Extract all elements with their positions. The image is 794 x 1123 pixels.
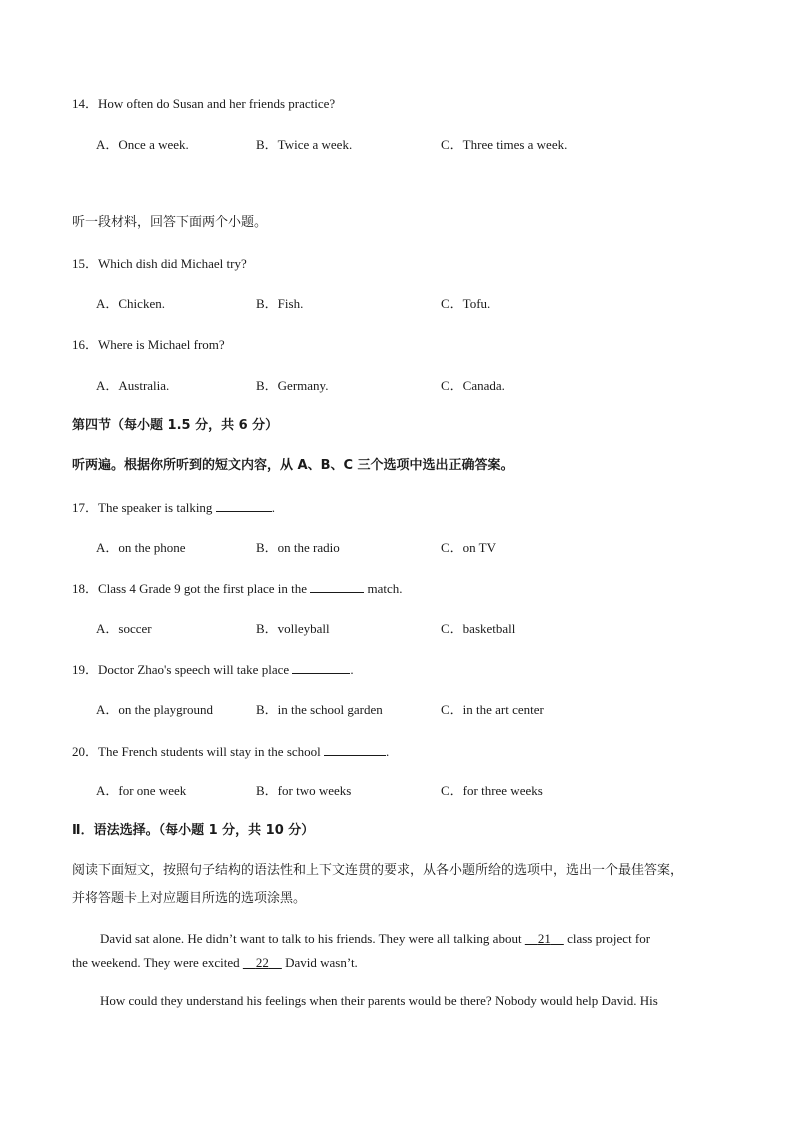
- question-16-option-c: C．Canada.: [441, 378, 505, 393]
- question-18-option-a: A．soccer: [96, 621, 152, 636]
- question-20-stem: [72, 743, 389, 760]
- question-16-stem: 16．Where is Michael from?: [72, 337, 225, 352]
- section-4-title: 第四节（每小题 1.5 分，共 6 分）: [72, 418, 279, 433]
- passage-blank-21: [525, 931, 564, 946]
- question-16-option-a: A．Australia.: [96, 378, 170, 393]
- question-20-option-b: B．for two weeks: [256, 783, 352, 798]
- answer-blank: [216, 499, 272, 512]
- question-20-option-c: C．for three weeks: [441, 783, 543, 798]
- question-18-stem-end: match.: [364, 581, 403, 596]
- passage-text: David wasn’t.: [281, 955, 358, 970]
- question-18-stem: [72, 580, 403, 597]
- question-19-option-a: A．on the playground: [96, 702, 213, 717]
- answer-blank: [310, 580, 364, 593]
- question-17-stem: [72, 499, 275, 516]
- question-15-option-b: B．Fish.: [256, 296, 304, 311]
- question-17-option-c: C．on TV: [441, 540, 497, 555]
- question-15-option-c: C．Tofu.: [441, 296, 491, 311]
- passage-blank-22: [243, 955, 282, 970]
- question-18-stem-text: 18．Class 4 Grade 9 got the first place in the: [72, 581, 311, 596]
- question-19-stem-text: 19．Doctor Zhao's speech will take place: [72, 662, 293, 677]
- question-14-option-a: A．Once a week.: [96, 137, 189, 152]
- passage-text: David sat alone. He didn’t want to talk to his friends. They were all talking about: [100, 931, 525, 946]
- passage-line-1: [72, 931, 722, 947]
- answer-blank: [292, 661, 350, 674]
- question-17-option-a: A．on the phone: [96, 540, 186, 555]
- question-19-stem: [72, 661, 354, 678]
- question-15-stem: 15．Which dish did Michael try?: [72, 256, 247, 271]
- question-18-option-b: B．volleyball: [256, 621, 330, 636]
- question-14-stem: 14．How often do Susan and her friends practice?: [72, 96, 336, 111]
- question-14-option-b: B．Twice a week.: [256, 137, 353, 152]
- question-20-stem-end: .: [386, 744, 390, 759]
- blank-number: 22: [255, 955, 269, 970]
- blank-number: 21: [537, 931, 551, 946]
- question-17-stem-text: 17．The speaker is talking: [72, 500, 216, 515]
- question-19-option-b: B．in the school garden: [256, 702, 383, 717]
- question-20-stem-text: 20．The French students will stay in the school: [72, 744, 325, 759]
- question-19-stem-end: .: [350, 662, 354, 677]
- question-16-option-b: B．Germany.: [256, 378, 329, 393]
- part-2-instruction-line-2: 并将答题卡上对应题目所选的选项涂黑。: [72, 891, 307, 906]
- question-14-option-c: C．Three times a week.: [441, 137, 568, 152]
- question-15-option-a: A．Chicken.: [96, 296, 165, 311]
- question-17-option-b: B．on the radio: [256, 540, 340, 555]
- part-2-instruction-line-1: 阅读下面短文，按照句子结构的语法性和上下文连贯的要求，从各小题所给的选项中，选出一个最佳答案，: [72, 863, 684, 878]
- part-2-title: Ⅱ．语法选择。（每小题 1 分，共 10 分）: [72, 823, 315, 838]
- question-19-option-c: C．in the art center: [441, 702, 544, 717]
- answer-blank: [324, 743, 386, 756]
- question-20-option-a: A．for one week: [96, 783, 187, 798]
- passage-text: the weekend. They were excited: [72, 955, 243, 970]
- passage-text: class project for: [563, 931, 651, 946]
- question-17-stem-end: .: [271, 500, 275, 515]
- section-4-instruction: 听两遍。根据你所听到的短文内容，从 A、B、C 三个选项中选出正确答案。: [72, 458, 514, 473]
- question-18-option-c: C．basketball: [441, 621, 516, 636]
- passage-paragraph-2: How could they understand his feelings when their parents would be there? Nobody would help David. His: [100, 993, 658, 1008]
- passage-line-2: [72, 955, 722, 971]
- listen-instruction: 听一段材料，回答下面两个小题。: [72, 215, 268, 230]
